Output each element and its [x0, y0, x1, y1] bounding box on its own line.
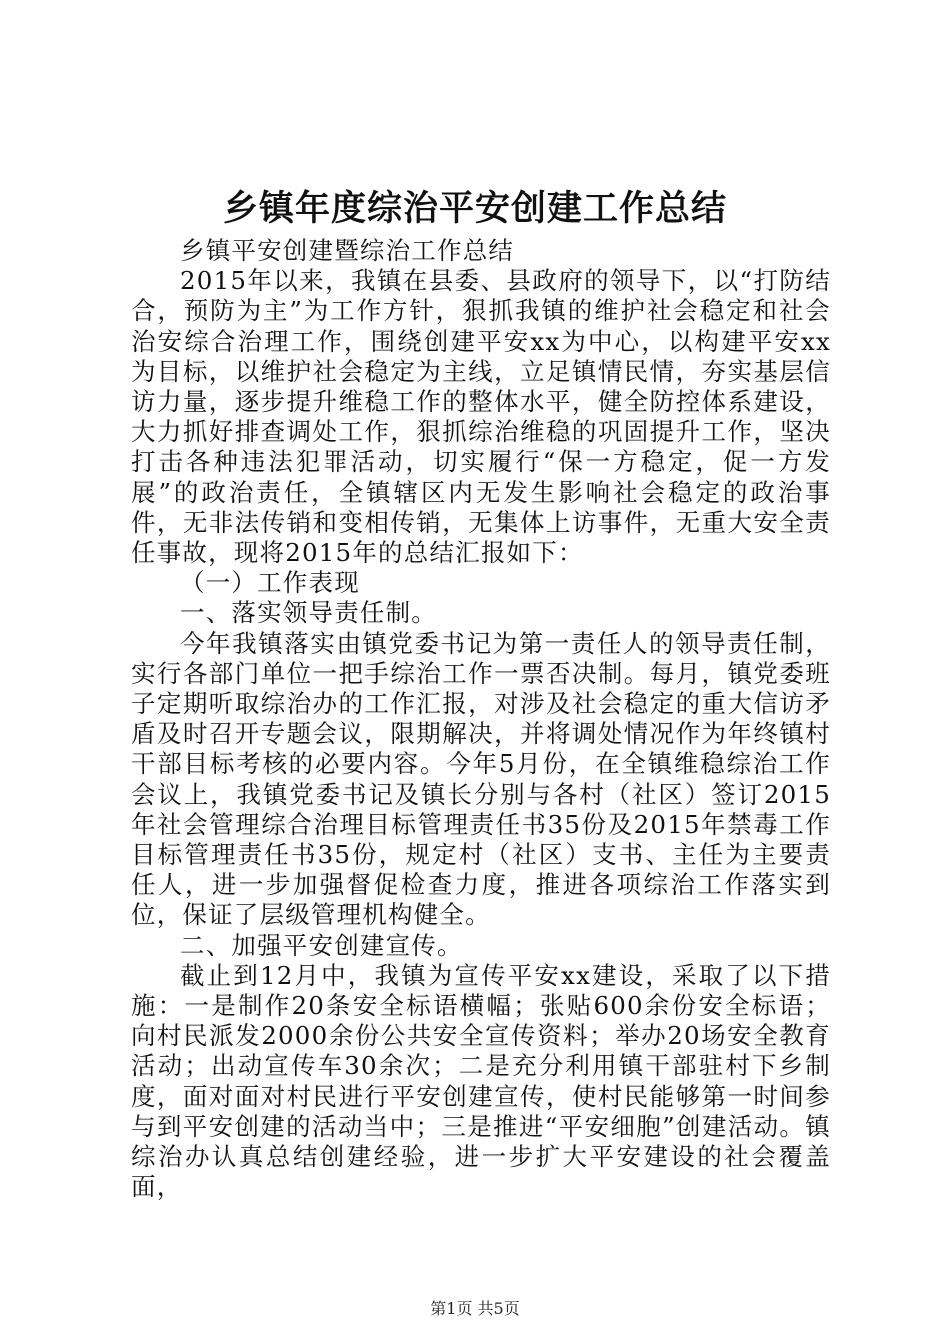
leadership-paragraph: 今年我镇落实由镇党委书记为第一责任人的领导责任制，实行各部门单位一把手综治工作一票否决制。每月，镇党委班子定期听取综治办的工作汇报，对涉及社会稳定的重大信访矛盾及时召开专题会议，限期解决，并将调处情况作为年终镇村干部目标考核的必要内容。今年5月份，在全镇维稳综治工作会议上，我镇党委书记及镇长分别与各村（社区）签订2015年社会管理综合治理目标管理责任书35份及2015年禁毒工作目标管理责任书35份，规定村（社区）支书、主任为主要责任人，进一步加强督促检查力度，推进各项综治工作落实到位，保证了层级管理机构健全。	[131, 628, 831, 930]
document-title: 乡镇年度综治平安创建工作总结	[222, 189, 727, 229]
publicity-paragraph: 截止到12月中，我镇为宣传平安xx建设，采取了以下措施：一是制作20条安全标语横幅；张贴600余份安全标语；向村民派发2000余份公共安全宣传资料；举办20场安全教育活动；出动宣传车30余次；二是充分利用镇干部驻村下乡制度，面对面对村民进行平安创建宣传，使村民能够第一时间参与到平安创建的活动当中；三是推进“平安细胞”创建活动。镇综治办认真总结创建经验，进一步扩大平安建设的社会覆盖面，	[131, 960, 831, 1202]
subtitle-paragraph: 乡镇平安创建暨综治工作总结	[180, 236, 515, 265]
section-heading-performance: （一）工作表现	[180, 568, 360, 598]
heading-leadership-responsibility: 一、落实领导责任制。	[180, 598, 437, 628]
document-body	[131, 236, 831, 1203]
intro-paragraph: 2015年以来，我镇在县委、县政府的领导下，以“打防结合，预防为主”为工作方针，狠抓我镇的维护社会稳定和社会治安综合治理工作，围绕创建平安xx为中心，以构建平安xx为目标，以维护社会稳定为主线，立足镇情民情，夯实基层信访力量，逐步提升维稳工作的整体水平，健全防控体系建设，大力抓好排查调处工作，狠抓综治维稳的巩固提升工作，坚决打击各种违法犯罪活动，切实履行“保一方稳定，促一方发展”的政治责任，全镇辖区内无发生影响社会稳定的政治事件，无非法传销和变相传销，无集体上访事件，无重大安全责任事故，现将2015年的总结汇报如下：	[131, 266, 831, 568]
heading-publicity: 二、加强平安创建宣传。	[180, 930, 463, 960]
page-number-footer: 第1页 共5页	[430, 1299, 520, 1318]
